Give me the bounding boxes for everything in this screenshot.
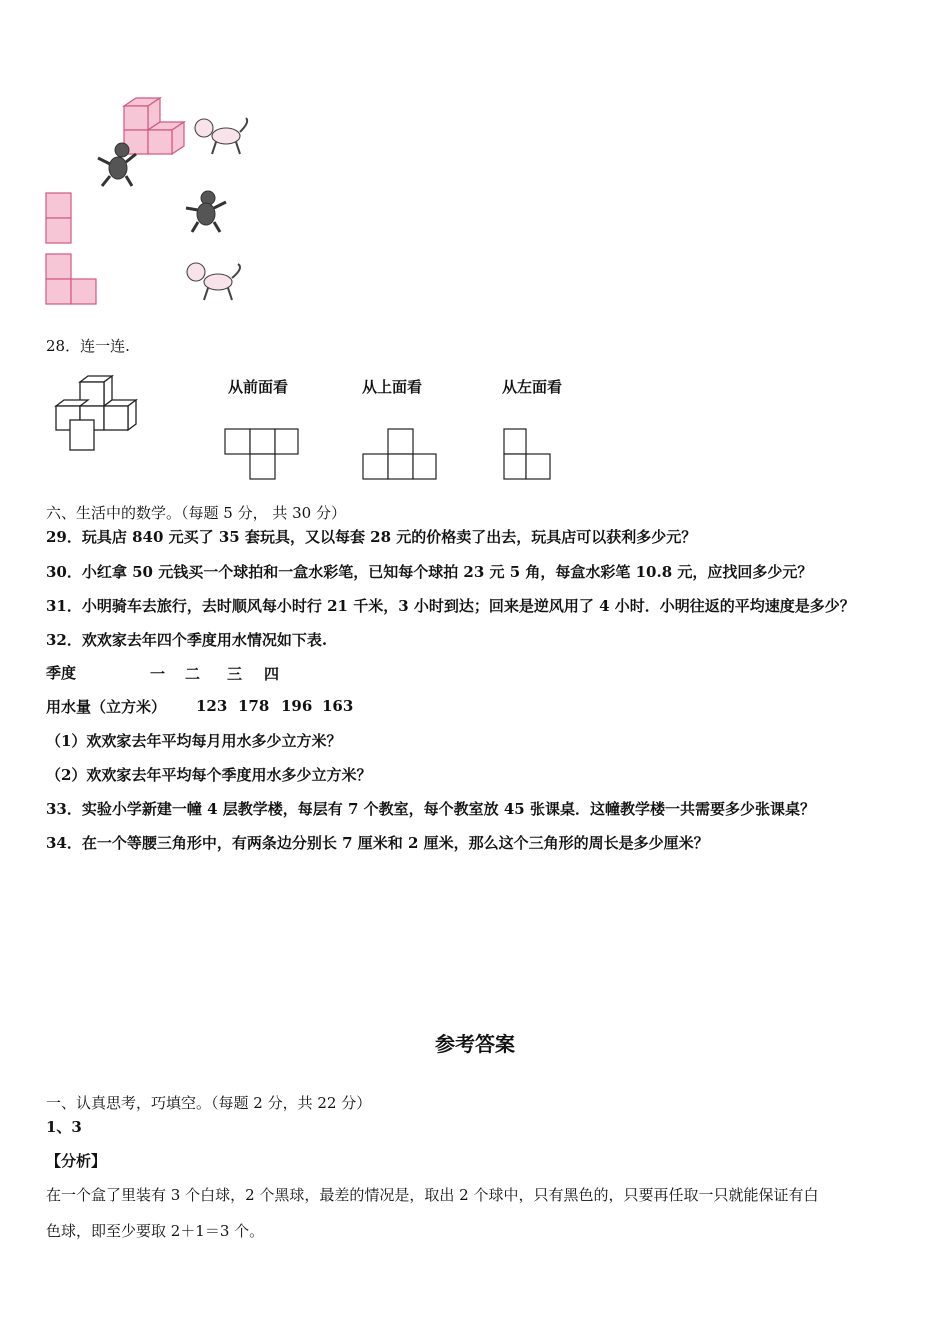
- answers-section-1: 一、认真思考，巧填空。（每题 2 分，共 22 分）: [46, 1094, 372, 1112]
- question-33: 33．实验小学新建一幢 4 层教学楼，每层有 7 个教室，每个教室放 45 张课桌．这幢教学楼一共需要多少张课桌？: [46, 800, 815, 818]
- usage-q3: 196: [281, 697, 313, 715]
- label-front-view: 从前面看: [228, 378, 289, 396]
- question-30: 30．小红拿 50 元钱买一个球拍和一盒水彩笔，已知每个球拍 23 元 5 角，每盒水彩笔 10.8 元，应找回多少元？: [46, 563, 813, 581]
- answer-1: 1、3: [46, 1118, 82, 1136]
- analysis-label: 【分析】: [46, 1152, 107, 1170]
- dog-icon: [195, 118, 247, 154]
- left-view-shape: [500, 426, 556, 482]
- question-28: 28．连一连.: [46, 337, 130, 355]
- question-34: 34．在一个等腰三角形中，有两条边分别长 7 厘米和 2 厘米，那么这个三角形的周长是多少厘米？: [46, 834, 709, 852]
- top-view-shape: [360, 426, 440, 482]
- table-row-label: 用水量（立方米）: [46, 698, 167, 716]
- label-top-view: 从上面看: [362, 378, 423, 396]
- analysis-line-1: 在一个盒了里装有 3 个白球，2 个黑球，最差的情况是，取出 2 个球中，只有黑色的，只要再任取一只就能保证有白: [46, 1186, 819, 1204]
- label-left-view: 从左面看: [502, 378, 563, 396]
- question-32-sub-1: （1）欢欢家去年平均每月用水多少立方米？: [46, 732, 342, 750]
- usage-q2: 178: [238, 697, 270, 715]
- question-32-sub-2: （2）欢欢家去年平均每个季度用水多少立方米？: [46, 766, 372, 784]
- section-6-title: 六、生活中的数学。（每题 5 分， 共 30 分）: [46, 504, 346, 522]
- front-view-shape: [222, 426, 302, 482]
- table-header-label: 季度: [46, 664, 77, 682]
- usage-q1: 123: [196, 697, 228, 715]
- block-figure: [48, 372, 158, 456]
- cube-observer-figure: [40, 92, 260, 312]
- quarter-3: 三: [227, 665, 243, 683]
- quarter-1: 一: [150, 665, 166, 683]
- question-32: 32．欢欢家去年四个季度用水情况如下表.: [46, 631, 328, 649]
- question-31: 31．小明骑车去旅行，去时顺风每小时行 21 千米，3 小时到达；回来是逆风用了 4 小时．小明往返的平均速度是多少？: [46, 597, 855, 615]
- dog-icon: [187, 263, 240, 300]
- monkey-icon: [186, 191, 226, 232]
- question-29: 29．玩具店 840 元买了 35 套玩具，又以每套 28 元的价格卖了出去，玩具店可以获利多少元？: [46, 528, 697, 546]
- quarter-2: 二: [185, 665, 201, 683]
- answers-title: 参考答案: [435, 1032, 515, 1056]
- analysis-line-2: 色球，即至少要取 2＋1＝3 个。: [46, 1222, 265, 1240]
- quarter-4: 四: [264, 665, 280, 683]
- usage-q4: 163: [322, 697, 354, 715]
